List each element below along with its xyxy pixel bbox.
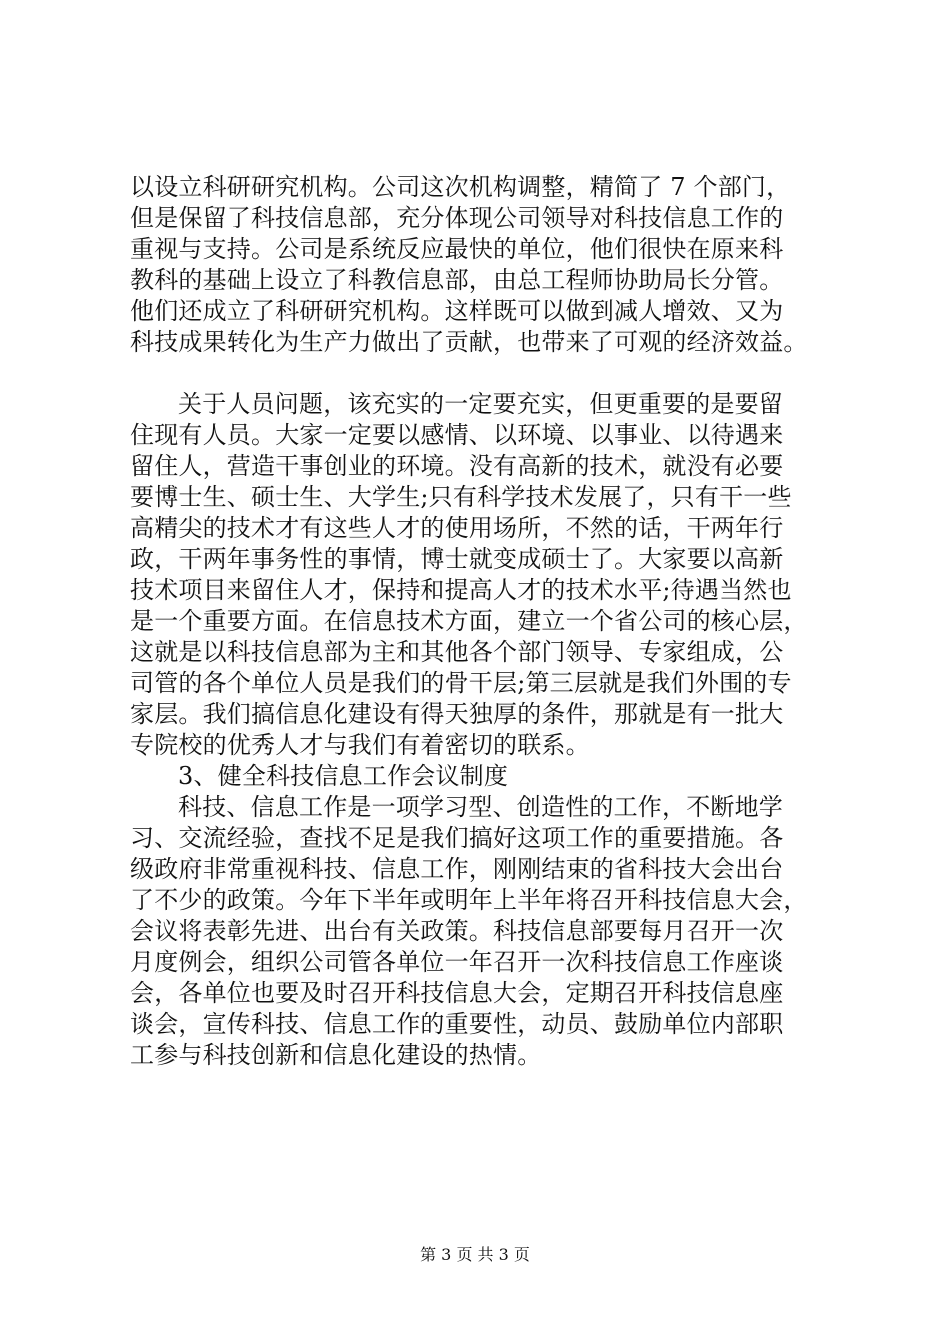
text-line: 习、交流经验，查找不足是我们搞好这项工作的重要措施。各: [130, 824, 784, 852]
text-line: 重视与支持。公司是系统反应最快的单位，他们很快在原来科: [130, 235, 784, 263]
paragraph-gap: [130, 358, 850, 389]
text-line: 要博士生、硕士生、大学生;只有科学技术发展了，只有干一些: [130, 483, 792, 511]
text-line: 科技成果转化为生产力做出了贡献，也带来了可观的经济效益。: [130, 328, 808, 356]
text-line: 技术项目来留住人才，保持和提高人才的技术水平;待遇当然也: [130, 576, 792, 604]
text-line: 了不少的政策。今年下半年或明年上半年将召开科技信息大会，: [130, 886, 808, 914]
text-line: 是一个重要方面。在信息技术方面，建立一个省公司的核心层，: [130, 607, 808, 635]
text-line: 高精尖的技术才有这些人才的使用场所，不然的话，干两年行: [130, 514, 784, 542]
text-line: 科技、信息工作是一项学习型、创造性的工作，不断地学: [178, 793, 783, 821]
text-line: 专院校的优秀人才与我们有着密切的联系。: [130, 731, 590, 759]
text-line: 谈会，宣传科技、信息工作的重要性，动员、鼓励单位内部职: [130, 1010, 784, 1038]
text-line: 家层。我们搞信息化建设有得天独厚的条件，那就是有一批大: [130, 700, 784, 728]
document-body: [130, 172, 850, 1071]
text-line: 留住人，营造干事创业的环境。没有高新的技术，就没有必要: [130, 452, 784, 480]
text-line: 政，干两年事务性的事情，博士就变成硕士了。大家要以高新: [130, 545, 784, 573]
text-line: 以设立科研研究机构。公司这次机构调整，精简了 7 个部门，: [130, 173, 791, 201]
text-line: 月度例会，组织公司管各单位一年召开一次科技信息工作座谈: [130, 948, 784, 976]
text-line: 他们还成立了科研研究机构。这样既可以做到减人增效、又为: [130, 297, 784, 325]
page-number-footer: 第 3 页 共 3 页: [420, 1245, 530, 1264]
text-line: 这就是以科技信息部为主和其他各个部门领导、专家组成，公: [130, 638, 784, 666]
text-line: 关于人员问题，该充实的一定要充实，但更重要的是要留: [178, 390, 783, 418]
text-line: 级政府非常重视科技、信息工作，刚刚结束的省科技大会出台: [130, 855, 784, 883]
text-line: 但是保留了科技信息部，充分体现公司领导对科技信息工作的: [130, 204, 784, 232]
text-line: 教科的基础上设立了科教信息部，由总工程师协助局长分管。: [130, 266, 784, 294]
text-line: 住现有人员。大家一定要以感情、以环境、以事业、以待遇来: [130, 421, 784, 449]
text-line: 工参与科技创新和信息化建设的热情。: [130, 1041, 542, 1069]
text-line: 会议将表彰先进、出台有关政策。科技信息部要每月召开一次: [130, 917, 784, 945]
text-line: 会，各单位也要及时召开科技信息大会，定期召开科技信息座: [130, 979, 784, 1007]
section-heading: 3、健全科技信息工作会议制度: [178, 762, 509, 790]
text-line: 司管的各个单位人员是我们的骨干层;第三层就是我们外围的专: [130, 669, 792, 697]
